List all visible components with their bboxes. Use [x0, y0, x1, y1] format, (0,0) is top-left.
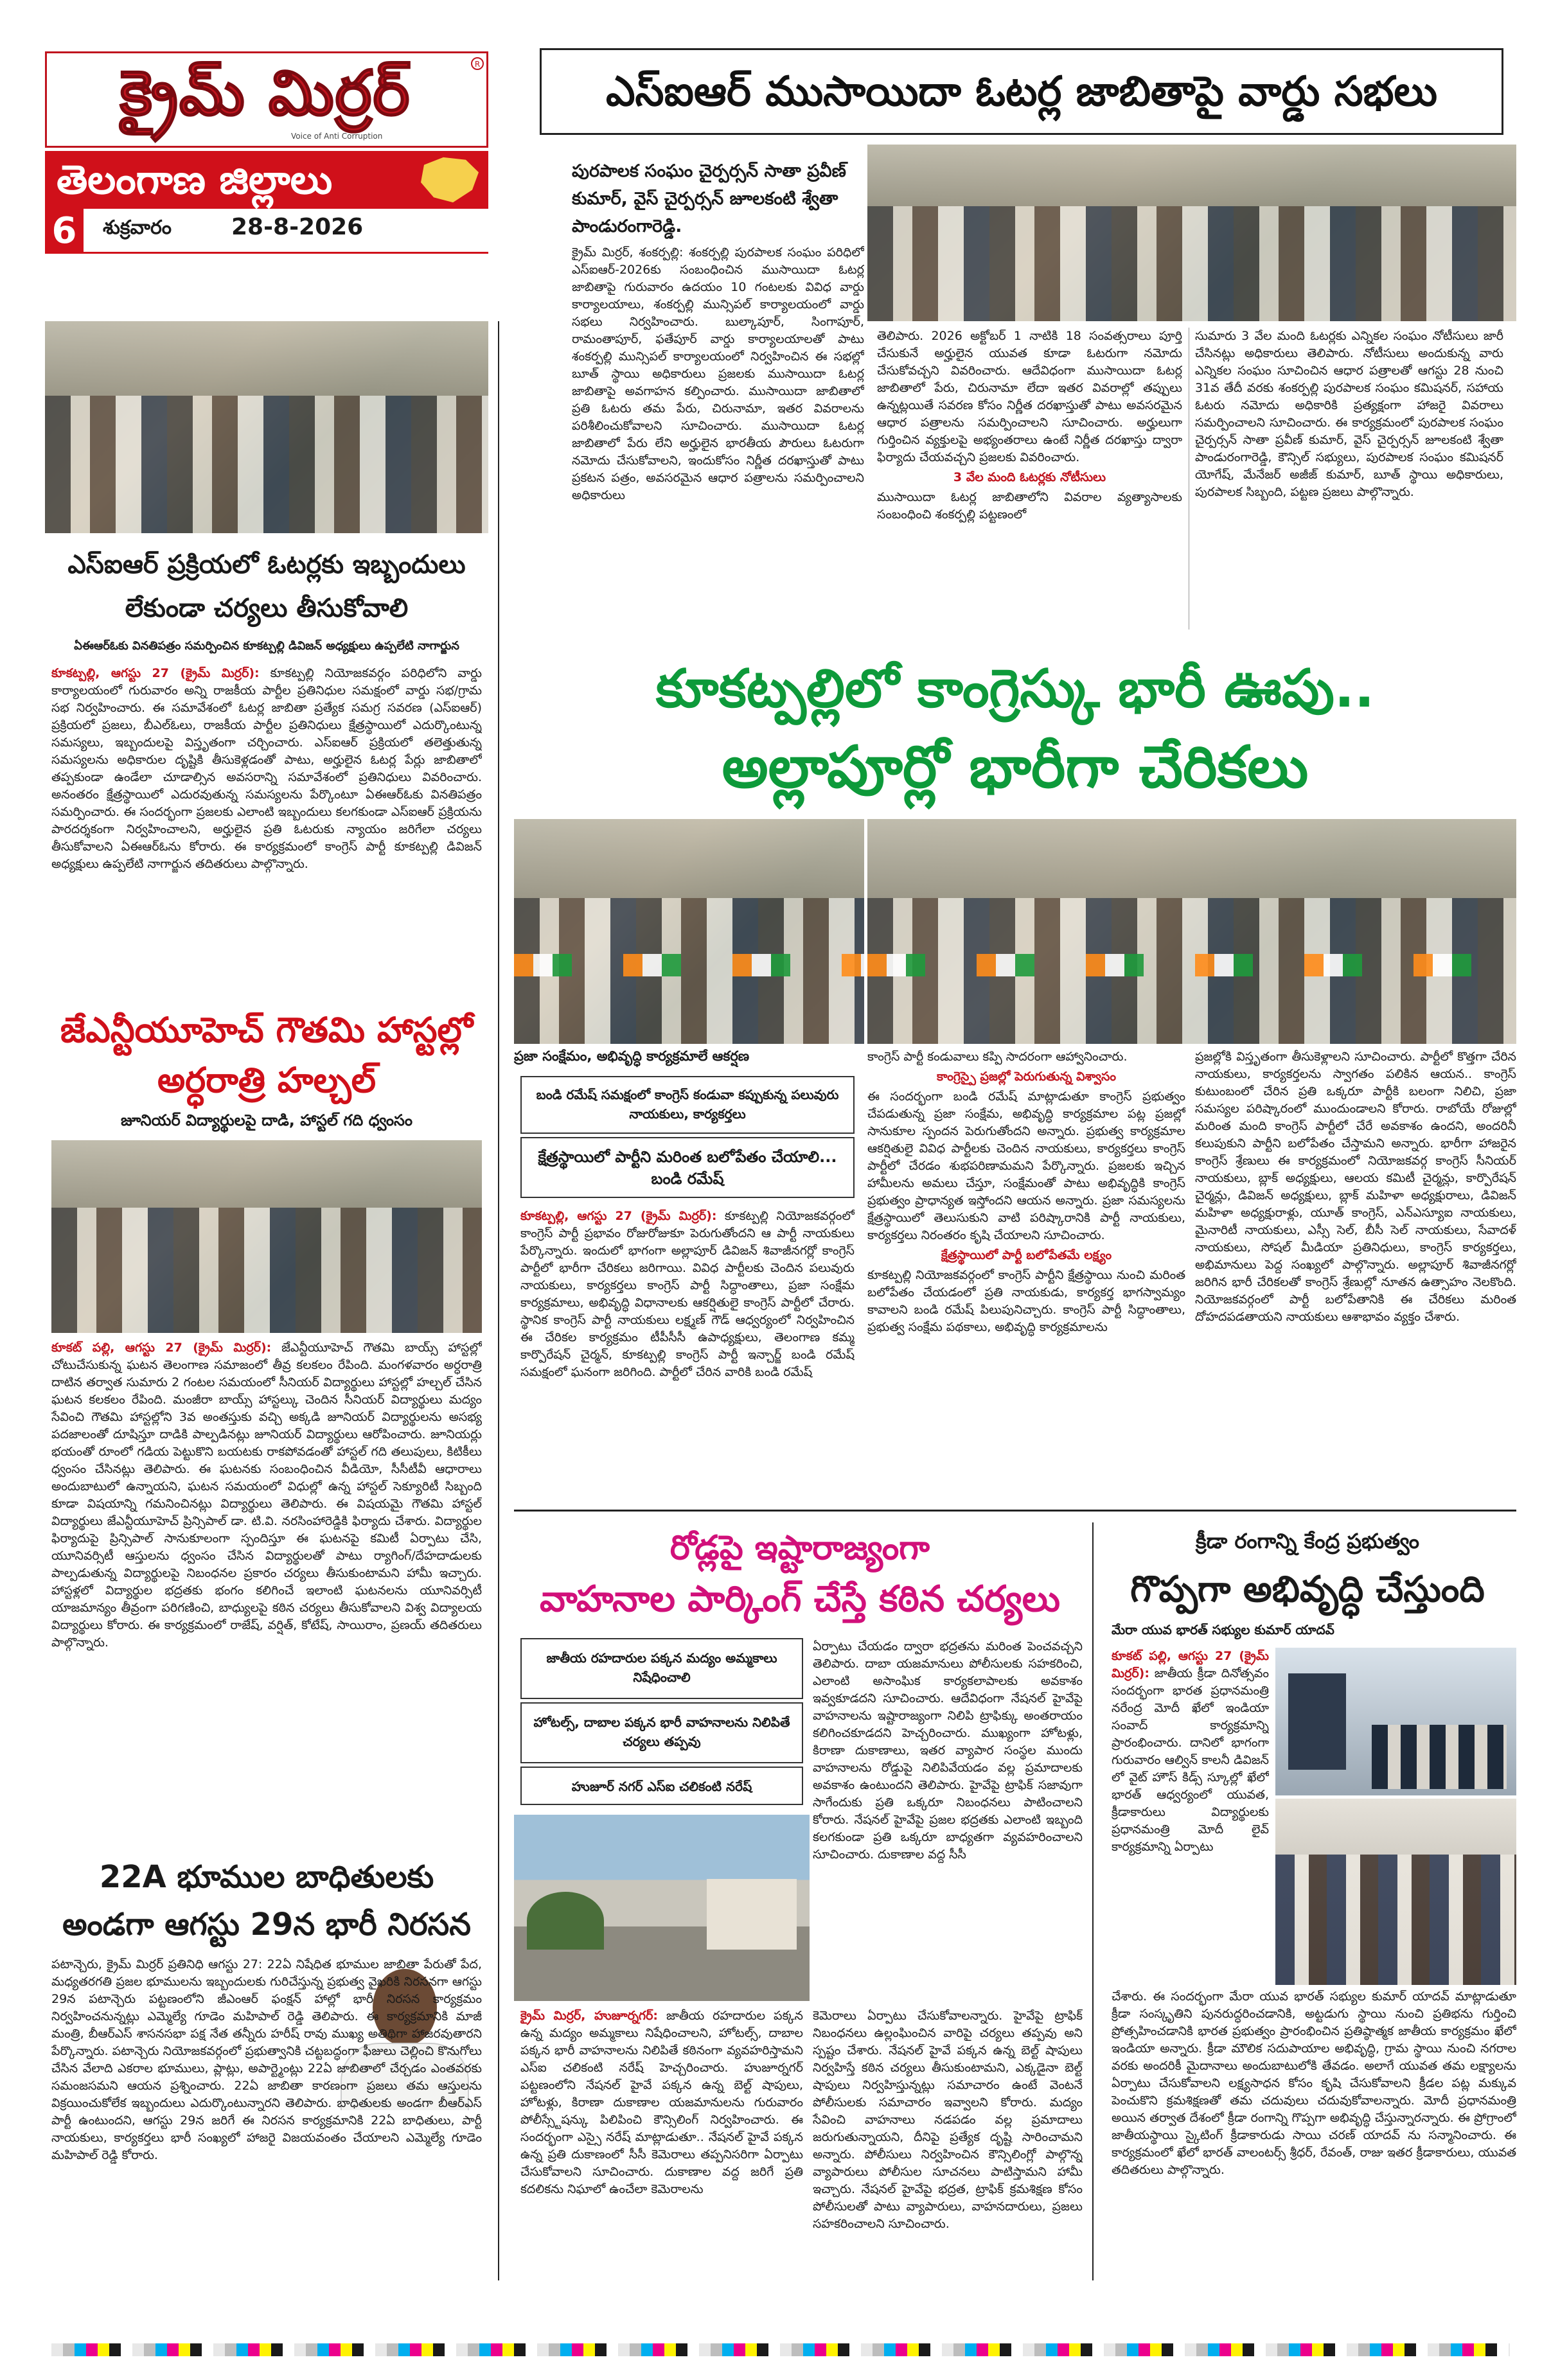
center-story-col1: [520, 1208, 855, 1503]
parking-box-2: హోటల్స్, దాబాల పక్కన భారీ వాహనాలను నిలిపితే చర్యలు తప్పవు: [520, 1702, 803, 1763]
parking-col1-text: జాతీయ రహదారుల పక్కన ఉన్న మద్యం అమ్మకాలు నిషేధించాలని, హోటల్స్, దాబాల పక్కన భారీ వాహనాలను నిలిపితే కఠినంగా వ్యవహరిస్తామని ఎస్ఐ చలికంటి నరేష్ హెచ్చరించారు. హుజూర్నగర్ పట్టణంలోని నేషనల్ హైవే పక్కన ఉన్న బెల్ట్ షాపులు, హోటళ్లు, కిరాణా దుకాణాల యజమానులను గురువారం పోలీస్స్టేషన్కు పిలిపించి కౌన్సిలింగ్ నిర్వహించారు. ఈ సందర్భంగా ఎస్సై నరేష్ మాట్లాడుతూ.. నేషనల్ హైవే పక్కన ఉన్న ప్రతి దుకాణంలో సీసీ కెమెరాలు తప్పనిసరిగా ఏర్పాటు చేసుకోవాలని సూచించారు. దుకాణాల వద్ద జరిగే ప్రతి కదలికను నిఘాలో ఉంచేలా కెమెరాలను: [520, 2009, 803, 2196]
sports-body-text: చేశారు. ఈ సందర్భంగా మేరా యువ భారత్ సభ్యుల కుమార్ యాదవ్ మాట్లాడుతూ క్రీడా సంస్కృతిని పునరుద్ధరించడానికి, అట్టడుగు స్థాయి నుంచి ప్రతిభను గుర్తించి ప్రోత్సహించడానికి భారత ప్రభుత్వం ప్రారంభించిన ప్రతిష్ఠాత్మక జాతీయ కార్యక్రమం ఖేలో ఇండియా అన్నారు. క్రీడా మౌలిక సదుపాయాల అభివృద్ధి, గ్రామ స్థాయి నుంచి నగరాల వరకు అందరికీ మైదానాలు అందుబాటులోకి తేవడం. అలాగే యువత తమ లక్ష్యాలను ఏర్పాటు చేసుకోవాలని లక్ష్యసాధన కోసం కృషి చేసుకోవాలని క్రీడల పట్ల మక్కువ పెంచుకొని క్రమశిక్షణతో తమ చదువులు చదువుకోవాలన్నారు. మోదీ ప్రధానమంత్రి అయిన తర్వాత దేశంలో క్రీడా రంగాన్ని గొప్పగా అభివృద్ధి చేస్తున్నారన్నారు. ఈ ప్రోగ్రాంలో జాతీయస్థాయి స్కైటింగ్ క్రీడాకారుడు సాయి చరణ్ యాదవ్ ను సన్మానించారు. ఈ కార్యక్రమంలో ఖేలో భారత్ వాలంటర్స్ శ్రీధర్, రేవంత్, రాజు ఇతర క్రీడాకారులు, యువత తదితరులు పాల్గొన్నారు.: [1112, 1989, 1516, 2177]
top-story-col2: [877, 328, 1182, 630]
center-story-col2: [867, 1048, 1185, 1504]
left-story-1-dateline: కూకట్పల్లి, ఆగస్టు 27 (క్రైమ్ మిర్రర్):: [51, 666, 260, 680]
left-story-1-body: [51, 665, 482, 999]
top-story-col2-text-b: ముసాయిదా ఓటర్ల జాబితాలోని వివరాల వ్యత్యాసాలకు సంబంధించి శంకర్పల్లి పట్టణంలో: [877, 490, 1182, 522]
top-story-headline-box: [540, 48, 1503, 135]
day-label: శుక్రవారం: [103, 216, 172, 239]
center-story-col3-text: ప్రజల్లోకి విస్తృతంగా తీసుకెళ్లాలని సూచించారు. పార్టీలో కొత్తగా చేరిన నాయకులు, కార్యకర్తలను స్వాగతం పలికిన ఆయన.. కాంగ్రెస్ కుటుంబంలో చేరిన ప్రతి ఒక్కరూ పార్టీకి బలంగా నిలిచి, ప్రజా సమస్యల పరిష్కారంలో ముందుండాలని కోరారు. రాబోయే రోజుల్లో మరింత మంది కాంగ్రెస్ పార్టీలో చేరే అవకాశం ఉందని, అందరినీ కలుపుకుని పార్టీని బలోపేతం చేస్తామని అన్నారు. భారీగా హాజరైన కాంగ్రెస్ శ్రేణులు ఈ కార్యక్రమంలో నియోజకవర్గ కాంగ్రెస్ సీనియర్ నాయకులు, బ్లాక్ అధ్యక్షులు, ఆలయ కమిటీ చైర్మన్లు, కార్పొరేషన్ చైర్మన్లు, డివిజన్ అధ్యక్షులు, బ్లాక్ మహిళా అధ్యక్షురాలు, డివిజన్ మహిళా అధ్యక్షురాళ్లు, యూత్ కాంగ్రెస్, ఎన్ఎస్యూఐ నాయకులు, మైనారిటీ నాయకులు, ఎస్సీ సెల్, బీసీ సెల్ నాయకులు, సేవాదళ్ నాయకులు, సోషల్ మీడియా ప్రతినిధులు, కాంగ్రెస్ కార్యకర్తలు, అభిమానులు పెద్ద సంఖ్యలో పాల్గొన్నారు. అల్లాపూర్ శివాజీనగర్లో జరిగిన భారీ చేరికలతో కాంగ్రెస్ శ్రేణుల్లో నూతన ఉత్సాహం నెలకొంది. నియోజకవర్గంలో పార్టీ బలోపేతానికి ఈ చేరికలు మరింత దోహదపడతాయని నాయకులు ఆశాభావం వ్యక్తం చేశారు.: [1195, 1050, 1516, 1324]
parking-box-1: జాతీయ రహదారుల పక్కన మద్యం అమ్మకాలు నిషేధించాలి: [520, 1638, 803, 1699]
sports-col1: [1112, 1648, 1269, 1985]
center-story-photo-caption: ప్రజా సంక్షేమం, అభివృద్ధి కార్యక్రమాలే ఆకర్షణ: [514, 1048, 750, 1064]
center-story-col2-text-c: కూకట్పల్లి నియోజకవర్గంలో కాంగ్రెస్ పార్టీని క్షేత్రస్థాయి నుంచి మరింత బలోపేతం చేయడంలో ప్రతి నాయకుడు, కార్యకర్త భాగస్వామ్యం కావాలని బండి రమేష్ పిలుపునిచ్చారు. కాంగ్రెస్ పార్టీ సిద్ధాంతాలు, ప్రభుత్వ సంక్షేమ పథకాలు, అభివృద్ధి కార్యక్రమాలను: [867, 1268, 1185, 1334]
column-rule-left: [498, 321, 499, 2280]
left-story-2-dateline: కూకట్ పల్లి, ఆగస్టు 27 (క్రైమ్ మిర్రర్):: [51, 1341, 272, 1355]
center-story-col1-text: కూకట్పల్లి నియోజకవర్గంలో కాంగ్రెస్ పార్టీ ప్రభావం రోజురోజుకూ పెరుగుతోందని ఆ పార్టీ నాయకులు పేర్కొన్నారు. ఇందులో భాగంగా అల్లాపూర్ డివిజన్ శివాజీనగర్లో కాంగ్రెస్ పార్టీలో భారీగా చేరికలు జరిగాయి. వివిధ పార్టీలకు చెందిన పలువురు నాయకులు, కార్యకర్తలు కాంగ్రెస్ పార్టీ సిద్ధాంతాలు, ప్రజా సంక్షేమ కార్యక్రమాలు, అభివృద్ధి విధానాలకు ఆకర్షితులై కాంగ్రెస్ పార్టీలో చేరారు. స్థానిక కాంగ్రెస్ పార్టీ నాయకులు లక్ష్మణ్ గౌడ్ ఆధ్వర్యంలో నిర్వహించిన ఈ చేరికల కార్యక్రమం టీపీసీసీ ఉపాధ్యక్షులు, తెలంగాణ కమ్మ కార్పొరేషన్ చైర్మన్, కూకట్పల్లి కాంగ్రెస్ పార్టీ ఇన్చార్జ్ బండి రమేష్ సమక్షంలో ఘనంగా జరిగింది. పార్టీలో చేరిన వారికి బండి రమేష్: [520, 1209, 855, 1379]
top-story-headline: ఎస్ఐఆర్ ముసాయిదా ఓటర్ల జాబితాపై వార్డు సభలు: [605, 68, 1438, 116]
sports-headline: గొప్పగా అభివృద్ధి చేస్తుంది: [1130, 1569, 1485, 1610]
left-story-3-text: పటాన్చెరు, క్రైమ్ మిర్రర్ ప్రతినిధి ఆగస్టు 27: 22ఏ నిషేధిత భూముల జాబితా పేరుతో పేద, మధ్యతరగతి ప్రజల భూములను ఇబ్బందులకు గురిచేస్తున్న ప్రభుత్వ వైఖరికి నిరసనగా ఆగస్టు 29న పటాన్చెరు పట్టణంలోని జీఎంఆర్ ఫంక్షన్ హాల్లో భారీ నిరసన కార్యక్రమం నిర్వహించనున్నట్లు ఎమ్మెల్యే గూడెం మహిపాల్ రెడ్డి తెలిపారు. ఈ కార్యక్రమానికి మాజీ మంత్రి, బీఆర్ఎస్ శాసనసభా పక్ష నేత తన్నీరు హరీష్ రావు ముఖ్య అతిథిగా హాజరవుతారని పేర్కొన్నారు. పటాన్చెరు నియోజకవర్గంలో ప్రభుత్వానికి చట్టబద్ధంగా ఫీజులు చెల్లించి కొనుగోలు చేసిన వేలాది ఎకరాల భూములు, ప్లాట్లు, అపార్ట్మెంట్లు 22ఏ జాబితాలో చేర్చడం ఎంతవరకు సమంజసమని ఆయన ప్రశ్నించారు. 22ఏ జాబితా కారణంగా ప్రజలు తమ ఆస్తులను విక్రయించుకోలేక ఇబ్బందులు ఎదుర్కొంటున్నారని తెలిపారు. బాధితులకు అండగా బీఆర్ఎస్ పార్టీ ఉంటుందని, ఆగస్టు 29న జరిగే ఈ నిరసన కార్యక్రమానికి 22ఏ బాధితులు, పార్టీ నాయకులు, కార్యకర్తలు భారీ సంఖ్యలో హాజరై విజయవంతం చేయాలని ఎమ్మెల్యే గూడెం మహిపాల్ రెడ్డి కోరారు.: [51, 1957, 482, 2162]
left-story-1-caption: ఏఈఆర్ఓకు వినతిపత్రం సమర్పించిన కూకట్పల్లి డివిజన్ అధ్యక్షులు ఉప్పలేటి నాగార్జున: [74, 639, 459, 653]
center-story-col3: [1195, 1048, 1516, 1504]
top-story-subhead: పురపాలక సంఘం చైర్పర్సన్ సాతా ప్రవీణ్ కుమార్, వైస్ చైర్పర్సన్ జూలకంటి శ్వేతా పాండురంగారెడ్డి.: [572, 161, 846, 236]
top-story-col2-subhead: 3 వేల మంది ఓటర్లకు నోటీసులు: [953, 470, 1106, 484]
top-story-col1-text: క్రైమ్ మిర్రర్, శంకర్పల్లి: శంకర్పల్లి పురపాలక సంఘం పరిధిలో ఎస్ఐఆర్-2026కు సంబంధించిన ముసాయిదా ఓటర్ల జాబితాపై గురువారం ఉదయం 10 గంటలకు వివిధ వార్డు కార్యాలయాలు, శంకర్పల్లి మున్సిపల్ కార్యాలయంలో వార్డు సభలు నిర్వహించారు. బుల్కాపూర్, సింగాపూర్, రామంతాపూర్, ఫతేపూర్ వార్డు కార్యాలయాలతో పాటు శంకర్పల్లి మున్సిపల్ కార్యాలయంలో నిర్వహించిన ఈ సభల్లో బూత్ స్థాయి అధికారులు ప్రజలకు ముసాయిదా ఓటర్ల జాబితాపై అవగాహన కల్పించారు. ముసాయిదా జాబితాలో ప్రతి ఓటరు తమ పేరు, చిరునామా, ఇతర వివరాలను పరిశీలించుకోవాలని సూచించారు. ముసాయిదా ఓటర్ల జాబితాలో పేరు లేని అర్హులైన భారతీయ పౌరులు ఓటరుగా నమోదు చేసుకోవాలని, ఇందుకోసం నిర్ణీత దరఖాస్తుతో పాటు ప్రకటన పత్రం, అవసరమైన ఆధార పత్రాలను సమర్పించాలని అధికారులు: [572, 245, 864, 502]
sports-kicker: క్రీడా రంగాన్ని కేంద్ర ప్రభుత్వం: [1195, 1529, 1420, 1553]
parking-dateline: క్రైమ్ మిర్రర్, హుజూర్నగర్:: [520, 2009, 658, 2023]
center-story-col2-text-b: ఈ సందర్భంగా బండి రమేష్ మాట్లాడుతూ కాంగ్రెస్ ప్రభుత్వం చేపడుతున్న ప్రజా సంక్షేమ, అభివృద్ధి కార్యక్రమాల పట్ల ప్రజల్లో సానుకూల స్పందన పెరుగుతోందని అన్నారు. ప్రభుత్వ కార్యక్రమాల ఆకర్షితులై వివిధ పార్టీలకు చెందిన నాయకులు, కార్యకర్తలు కాంగ్రెస్ పార్టీలో చేరడం శుభపరిణామమని పేర్కొన్నారు. ప్రజలకు ఇచ్చిన హామీలను అమలు చేస్తూ, సంక్షేమంతో పాటు అభివృద్ధికి కాంగ్రెస్ ప్రభుత్వం ప్రాధాన్యత ఇస్తోందని ఆయన అన్నారు. ప్రజా సమస్యలను క్షేత్రస్థాయిలో తెలుసుకుని వాటి పరిష్కారానికి పార్టీ నాయకులు, కార్యకర్తలు నిరంతరం కృషి చేయాలని సూచించారు.: [867, 1089, 1185, 1242]
parking-col2-b: [813, 2007, 1083, 2277]
logo-registered-icon: R: [471, 57, 484, 70]
center-story-headline-2: అల్లాపూర్లో భారీగా చేరికలు: [722, 734, 1309, 801]
top-story-col3-text: సుమారు 3 వేల మంది ఓటర్లకు ఎన్నికల సంఘం నోటీసులు జారీ చేసినట్లు అధికారులు తెలిపారు. నోటీసులు అందుకున్న వారు ఎన్నికల సంఘం సూచించిన ఆధార పత్రాలతో ఆగస్టు 28 నుంచి 31వ తేదీ వరకు శంకర్పల్లి పురపాలక సంఘం కమిషనర్, సహాయ ఓటరు నమోదు అధికారికి ప్రత్యక్షంగా హాజరై వివరాలు సమర్పించాలని సూచించారు. ఈ కార్యక్రమంలో పురపాలక సంఘం చైర్పర్సన్ సాతా ప్రవీణ్ కుమార్, వైస్ చైర్పర్సన్ జూలకంటి శ్వేతా పాండురంగారెడ్డి, కౌన్సిల్ సభ్యులు, పురపాలక సంఘం కమిషనర్ యోగేష్, మేనేజర్ అజీజ్ కుమార్, బూత్ స్థాయి అధికారులు, పురపాలక సిబ్బంది, పట్టణ ప్రజలు పాల్గొన్నారు.: [1195, 329, 1503, 499]
logo-tagline: Voice of Anti Corruption: [291, 132, 383, 141]
center-story-headline-1: కూకట్పల్లిలో కాంగ్రెస్కు భారీ ఊపు..: [655, 658, 1375, 719]
sports-dateline: కూకట్ పల్లి, ఆగస్టు 27 (క్రైమ్ మిర్రర్):: [1112, 1649, 1269, 1680]
print-registration-strip: [51, 2343, 1510, 2356]
masthead: [45, 51, 488, 302]
top-story-col3: [1195, 328, 1503, 630]
center-story-photo-2: [867, 819, 1516, 1044]
left-story-2-subhead: జూనియర్ విద్యార్థులపై దాడి, హాస్టల్ గది ధ్వంసం: [121, 1111, 412, 1129]
section-title: తెలంగాణ జిల్లాలు: [57, 156, 333, 203]
telangana-map-icon: [418, 155, 482, 205]
parking-col1: [520, 2007, 803, 2277]
masthead-logo: [45, 51, 488, 148]
center-story-box-2: క్షేత్రస్థాయిలో పార్టీని మరింత బలోపేతం చేయాలి... బండి రమేష్: [520, 1137, 855, 1198]
parking-headline-2: వాహనాల పార్కింగ్ చేస్తే కఠిన చర్యలు: [539, 1578, 1061, 1620]
parking-headline-1: రోడ్లపై ఇష్టారాజ్యంగా: [669, 1529, 930, 1567]
page-number: 6: [45, 209, 84, 254]
top-story-col2-text: తెలిపారు. 2026 అక్టోబర్ 1 నాటికి 18 సంవత్సరాలు పూర్తి చేసుకునే అర్హులైన యువత కూడా ఓటరుగా నమోదు చేసుకోవచ్చని వివరించారు. ఆదేవిధంగా ముసాయిదా ఓటర్ల జాబితాలో పేరు, చిరునామా లేదా ఇతర వివరాల్లో తప్పులు ఉన్నట్లయితే సవరణ కోసం నిర్ణీత దరఖాస్తుతో పాటు అవసరమైన ఆధార పత్రాలను సమర్పించాలని సూచించారు. అర్హులుగా గుర్తించిన వ్యక్తులపై అభ్యంతరాలు ఉంటే నిర్ణీత దరఖాస్తు ద్వారా ఫిర్యాదు చేయవచ్చని ప్రజలకు వివరించారు.: [877, 329, 1182, 464]
left-story-3-body: [51, 1956, 482, 2277]
top-story-photo: [867, 145, 1516, 321]
left-story-1-text: కూకట్పల్లి నియోజకవర్గం పరిధిలోని వార్డు కార్యాలయంలో గురువారం అన్ని రాజకీయ పార్టీల ప్రతినిధుల సమక్షంలో వార్డు సభ/గ్రామ సభ నిర్వహించారు. ఈ సమావేశంలో ఓటర్ల జాబితా ప్రత్యేక సమగ్ర సవరణ (ఎస్ఐఆర్) ప్రక్రియలో ప్రజలు, బీఎల్ఓలు, రాజకీయ పార్టీల ప్రతినిధులు క్షేత్రస్థాయిలో ఎదుర్కొంటున్న సమస్యలు, ఇబ్బందులపై విస్తృతంగా చర్చించారు. ఎస్ఐఆర్ ప్రక్రియలో తలెత్తుతున్న సమస్యలను అధికారుల దృష్టికి తీసుకెళ్లడంతో పాటు, అర్హులైన ఓటర్ల పేర్లు జాబితాలో తప్పకుండా ఉండేలా చూడాల్సిన అవసరాన్ని సమావేశంలో ప్రతినిధులు వివరించారు. అనంతరం క్షేత్రస్థాయిలో ఎదురవుతున్న సమస్యలను పేర్కొంటూ ఏఈఆర్ఓకు వినతిపత్రం సమర్పించారు. ఈ సందర్భంగా ప్రజలకు ఎలాంటి ఇబ్బందులు కలగకుండా ఎస్ఐఆర్ ప్రక్రియను పారదర్శకంగా నిర్వహించాలని, అర్హులైన ప్రతి ఓటరుకు న్యాయం జరిగేలా చర్యలు తీసుకోవాలని ఏఈఆర్ఓను కోరారు. ఈ కార్యక్రమంలో కాంగ్రెస్ పార్టీ కూకట్పల్లి డివిజన్ అధ్యక్షులు ఉప్పలేటి నాగార్జున తదితరులు పాల్గొన్నారు.: [51, 666, 482, 871]
sports-byline: మేరా యువ భారత్ సభ్యుల కుమార్ యాదవ్: [1112, 1622, 1334, 1637]
center-story-col2-subhead: కాంగ్రెస్పై ప్రజల్లో పెరుగుతున్న విశ్వాసం: [937, 1070, 1116, 1084]
left-story-3-headline: 22A భూముల బాధితులకు అండగా ఆగస్టు 29న భారీ నిరసన: [62, 1859, 471, 1943]
parking-col2-text: ఏర్పాటు చేయడం ద్వారా భద్రతను మరింత పెంచవచ్చని తెలిపారు. దాబా యజమానులు పోలీసులకు సహకరించి, ఎలాంటి అసాంఘిక కార్యకలాపాలకు అవకాశం ఇవ్వకూడదని సూచించారు. ఆదేవిధంగా నేషనల్ హైవేపై వాహనాలను ఇష్టారాజ్యంగా నిలిపి ట్రాఫిక్కు అంతరాయం కలిగించకూడదని హెచ్చరించారు. ముఖ్యంగా హోటళ్లు, కిరాణా దుకాణాలు, ఇతర వ్యాపార సంస్థల ముందు వాహనాలను రోడ్డుపై నిలిపివేయడం వల్ల ప్రమాదాలకు అవకాశం ఉంటుందని తెలిపారు. హైవేపై ట్రాఫిక్ సజావుగా సాగేందుకు ప్రతి ఒక్కరూ నిబంధనలు పాటించాలని కోరారు. నేషనల్ హైవేపై ప్రజల భద్రతకు ఎలాంటి ఇబ్బంది కలగకుండా ప్రతి ఒక్కరూ బాధ్యతగా వ్యవహరించాలని సూచించారు. దుకాణాల వద్ద సీసీ: [813, 1639, 1083, 1862]
left-story-2-headline: జేఎన్టీయూహెచ్ గౌతమి హాస్టల్లో అర్ధరాత్రి హల్చల్: [60, 1010, 474, 1100]
left-story-2-photo: [51, 1140, 482, 1333]
left-story-1-headline: ఎస్ఐఆర్ ప్రక్రియలో ఓటర్లకు ఇబ్బందులు లేకుండా చర్యలు తీసుకోవాలి: [67, 550, 466, 623]
left-story-2-text: జేఎన్టీయూహెచ్ గౌతమి బాయ్స్ హాస్టల్లో చోటుచేసుకున్న ఘటన తెలంగాణ సమాజంలో తీవ్ర కలకలం రేపింది. మంగళవారం అర్ధరాత్రి దాటిన తర్వాత సుమారు 2 గంటల సమయంలో సీనియర్ విద్యార్థులు హాస్టల్లో హల్చల్ చేసిన ఘటన కలకలం రేపింది. మంజీరా బాయ్స్ హాస్టల్కు చెందిన సీనియర్ విద్యార్థులు మద్యం సేవించి గౌతమి హాస్టల్లోని 3వ అంతస్తుకు వచ్చి అక్కడి జూనియర్ విద్యార్థులను అసభ్య పదజాలంతో దూషిస్తూ దాడికి పాల్పడినట్లు జూనియర్ విద్యార్థులు ఆరోపించారు. జూనియర్లు భయంతో రూంలో గడియ పెట్టుకొని బయటకు రాకపోవడంతో హాస్టల్ గది తలుపులు, కిటికీలు ధ్వంసం చేసినట్లు తెలిపారు. ఈ ఘటనకు సంబంధించిన వీడియో, సీసీటీవీ ఆధారాలు అందుబాటులో ఉన్నాయని, ఘటన సమయంలో విధుల్లో ఉన్న హాస్టల్ సెక్యూరిటీ సిబ్బంది కూడా విషయాన్ని గమనించినట్లు విద్యార్థులు తెలిపారు. ఈ విషయమై గౌతమి హాస్టల్ విద్యార్థులు జేఎన్టీయూహెచ్ ప్రిన్సిపాల్ డా. టి.వి. నరసింహారెడ్డికి ఫిర్యాదు చేశారు. విద్యార్థుల ఫిర్యాదుపై ప్రిన్సిపాల్ సానుకూలంగా స్పందిస్తూ ఈ ఘటనపై కమిటీ ఏర్పాటు చేసి, యూనివర్సిటీ ఆస్తులను ధ్వంసం చేసిన విద్యార్థులతో పాటు ర్యాగింగ్/దేహదాడులకు పాల్పడుతున్న విద్యార్థులపై నిబంధనల ప్రకారం చర్యలు తీసుకుంటామని హామీ ఇచ్చారు. హాస్టళ్లలో విద్యార్థుల భద్రతకు భంగం కలిగించే ఇలాంటి ఘటనలను యూనివర్సిటీ యాజమాన్యం తీవ్రంగా పరిగణించి, బాధ్యులపై కఠిన చర్యలు తీసుకోవాలని విశ్వ విద్యాలయ విద్యార్థులు కోరారు. ఈ కార్యక్రమంలో రాజేష్, వర్షిత్, కోటేష్, సాయిరాం, ప్రణయ్ తదితరులు పాల్గొన్నారు.: [51, 1341, 482, 1650]
section-band: [45, 151, 488, 209]
center-story-photo-1: [514, 819, 864, 1044]
date-strip: [84, 209, 488, 254]
parking-col2-b-text: కెమెరాలు ఏర్పాటు చేసుకోవాలన్నారు. హైవేపై ట్రాఫిక్ నిబంధనలు ఉల్లంఘించిన వారిపై చర్యలు తప్పవు అని స్పష్టం చేశారు. నేషనల్ హైవే పక్కన ఉన్న బెల్ట్ షాపులు నిర్వహిస్తే కఠిన చర్యలు తీసుకుంటామని, ఎక్కడైనా బెల్ట్ షాపులు నిర్వహిస్తున్నట్లు సమాచారం ఉంటే వెంటనే పోలీసులకు సమాచారం ఇవ్వాలని కోరారు. మద్యం సేవించి వాహనాలు నడపడం వల్ల ప్రమాదాలు జరుగుతున్నాయని, దీనిపై ప్రత్యేక దృష్టి సారించామని అన్నారు. పోలీసులు నిర్వహించిన కౌన్సిలింగ్లో పాల్గొన్న వ్యాపారులు పోలీసుల సూచనలు పాటిస్తామని హామీ ఇచ్చారు. నేషనల్ హైవేపై భద్రత, ట్రాఫిక్ క్రమశిక్షణ కోసం పోలీసులతో పాటు వ్యాపారులు, వాహనదారులు, ప్రజలు సహకరించాలని సూచించారు.: [813, 2009, 1083, 2231]
logo-text: క్రైమ్ మిర్రర్: [120, 57, 411, 129]
sports-body: [1112, 1988, 1516, 2277]
center-story-col2-subhead-2: క్షేత్రస్థాయిలో పార్టీ బలోపేతమే లక్ష్యం: [941, 1248, 1112, 1262]
left-story-1-photo: [45, 321, 488, 533]
parking-photo: [514, 1815, 810, 2001]
center-story-bottom-rule: [514, 1510, 1516, 1512]
date-label: 28-8-2026: [231, 214, 364, 240]
parking-box-3: హుజూర్ నగర్ ఎస్ఐ చలికంటి నరేష్: [520, 1767, 803, 1805]
parking-col2: [813, 1638, 1083, 2004]
center-story-box-1: బండి రమేష్ సమక్షంలో కాంగ్రెస్ కండువా కప్పుకున్న పలువురు నాయకులు, కార్యకర్తలు: [520, 1076, 855, 1134]
left-story-2-body: [51, 1339, 482, 1847]
center-story-col2-text: కాంగ్రెస్ పార్టీ కండువాలు కప్పి సాదరంగా ఆహ్వానించారు.: [867, 1050, 1128, 1064]
center-story-dateline: కూకట్పల్లి, ఆగస్టు 27 (క్రైమ్ మిర్రర్):: [520, 1209, 717, 1223]
top-story-col1: [572, 244, 864, 630]
sports-photo-1: [1275, 1648, 1516, 1795]
sports-photo-2: [1275, 1799, 1516, 1985]
column-rule-right: [1092, 1522, 1094, 2280]
sports-col1-text: జాతీయ క్రీడా దినోత్సవం సందర్భంగా భారత ప్రధానమంత్రి నరేంద్ర మోదీ ఖేలో ఇండియా సంవాద్ కార్యక్రమాన్ని ప్రారంభించారు. దానిలో భాగంగా గురువారం ఆల్విన్ కాలనీ డివిజన్ లో వైట్ హౌస్ కిడ్స్ స్కూల్లో ఖేలో భారత్ ఆధ్వర్యంలో యువత, క్రీడాకారులు విద్యార్థులకు ప్రధానమంత్రి మోదీ లైవ్ కార్యక్రమాన్ని ఏర్పాటు: [1112, 1666, 1269, 1854]
